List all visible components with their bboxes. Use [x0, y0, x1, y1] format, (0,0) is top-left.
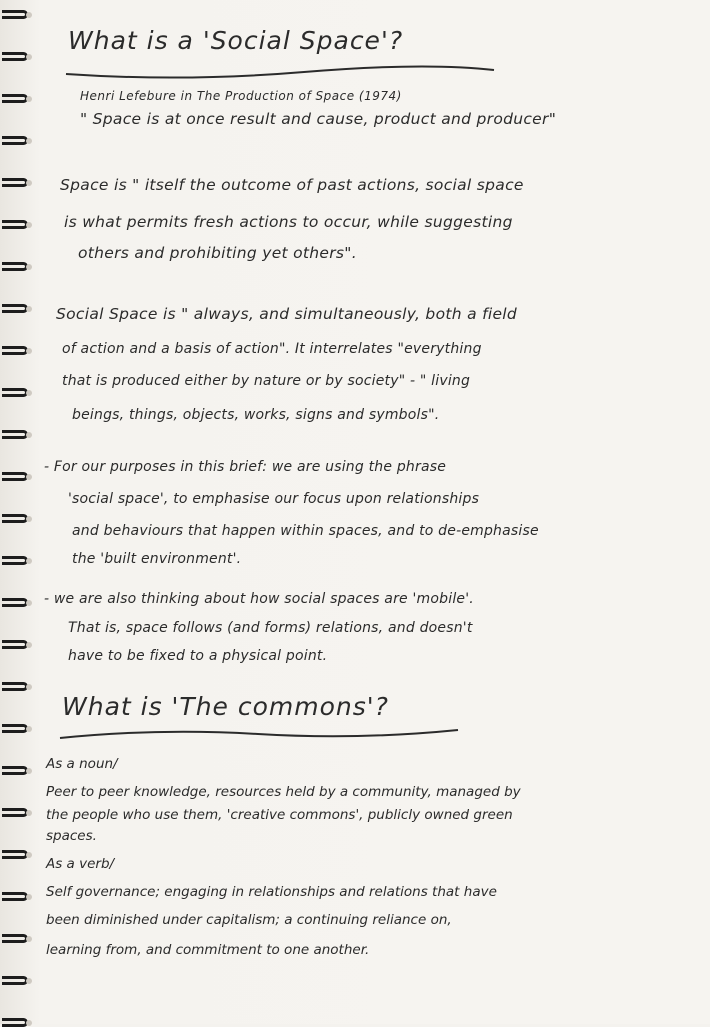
bullet2-line1: - we are also thinking about how social spaces are 'mobile'.: [44, 591, 474, 607]
heading-social-space: What is a 'Social Space'?: [68, 26, 404, 55]
binding-hole: [26, 222, 32, 228]
spiral-ring: [2, 514, 28, 523]
binding-hole: [26, 138, 32, 144]
para2-line4: beings, things, objects, works, signs and symbols".: [72, 407, 440, 423]
spiral-ring: [2, 388, 28, 397]
binding-hole: [26, 558, 32, 564]
spiral-ring: [2, 682, 28, 691]
para1-line3: others and prohibiting yet others".: [78, 244, 357, 262]
binding-hole: [26, 390, 32, 396]
bullet1-line2: 'social space', to emphasise our focus upon relationships: [68, 491, 480, 507]
noun-line2: the people who use them, 'creative commons', publicly owned green: [46, 807, 513, 823]
bullet1-line1: - For our purposes in this brief: we are using the phrase: [44, 459, 447, 475]
binding-hole: [26, 12, 32, 18]
spiral-ring: [2, 136, 28, 145]
spiral-ring: [2, 94, 28, 103]
spiral-ring: [2, 472, 28, 481]
binding-hole: [26, 852, 32, 858]
binding-hole: [26, 1020, 32, 1026]
noun-line1: Peer to peer knowledge, resources held by a community, managed by: [46, 784, 521, 800]
binding-hole: [26, 432, 32, 438]
spiral-ring: [2, 808, 28, 817]
spiral-ring: [2, 892, 28, 901]
spiral-ring: [2, 346, 28, 355]
binding-hole: [26, 978, 32, 984]
binding-hole: [26, 180, 32, 186]
spiral-ring: [2, 640, 28, 649]
binding-hole: [26, 768, 32, 774]
binding-hole: [26, 726, 32, 732]
binding-hole: [26, 96, 32, 102]
para2-line3: that is produced either by nature or by society" - " living: [62, 373, 471, 389]
spiral-ring: [2, 178, 28, 187]
para1-line2: is what permits fresh actions to occur, while suggesting: [64, 213, 513, 231]
quote: " Space is at once result and cause, product and producer": [80, 110, 557, 128]
binding-hole: [26, 306, 32, 312]
spiral-ring: [2, 430, 28, 439]
binding-hole: [26, 600, 32, 606]
binding-hole: [26, 810, 32, 816]
heading-commons-underline: [58, 724, 458, 744]
spiral-binding: [0, 0, 40, 1024]
binding-hole: [26, 894, 32, 900]
spiral-ring: [2, 934, 28, 943]
binding-hole: [26, 642, 32, 648]
bullet1-line3: and behaviours that happen within spaces, and to de-emphasise: [72, 523, 539, 539]
binding-hole: [26, 474, 32, 480]
binding-hole: [26, 54, 32, 60]
bullet1-line4: the 'built environment'.: [72, 551, 242, 567]
heading-commons: What is 'The commons'?: [62, 692, 389, 721]
spiral-ring: [2, 262, 28, 271]
spiral-ring: [2, 598, 28, 607]
binding-hole: [26, 936, 32, 942]
spiral-ring: [2, 556, 28, 565]
verb-label: As a verb/: [46, 856, 115, 872]
para2-line1: Social Space is " always, and simultaneously, both a field: [56, 305, 518, 323]
binding-hole: [26, 264, 32, 270]
heading-underline: [64, 62, 494, 82]
para2-line2: of action and a basis of action". It interrelates "everything: [62, 341, 482, 357]
spiral-ring: [2, 304, 28, 313]
spiral-ring: [2, 976, 28, 985]
spiral-ring: [2, 10, 28, 19]
noun-label: As a noun/: [46, 756, 118, 772]
binding-hole: [26, 348, 32, 354]
notes-content: [44, 0, 700, 1024]
verb-line1: Self governance; engaging in relationships and relations that have: [46, 884, 497, 900]
binding-hole: [26, 684, 32, 690]
spiral-ring: [2, 724, 28, 733]
noun-line3: spaces.: [46, 828, 97, 844]
verb-line2: been diminished under capitalism; a continuing reliance on,: [46, 912, 452, 928]
spiral-ring: [2, 52, 28, 61]
bullet2-line3: have to be fixed to a physical point.: [68, 648, 328, 664]
verb-line3: learning from, and commitment to one another.: [46, 942, 370, 958]
binding-hole: [26, 516, 32, 522]
spiral-ring: [2, 220, 28, 229]
spiral-ring: [2, 766, 28, 775]
bullet2-line2: That is, space follows (and forms) relations, and doesn't: [68, 620, 473, 636]
citation: Henri Lefebure in The Production of Space (1974): [80, 89, 402, 103]
spiral-ring: [2, 1018, 28, 1027]
para1-line1: Space is " itself the outcome of past actions, social space: [60, 176, 524, 194]
spiral-ring: [2, 850, 28, 859]
